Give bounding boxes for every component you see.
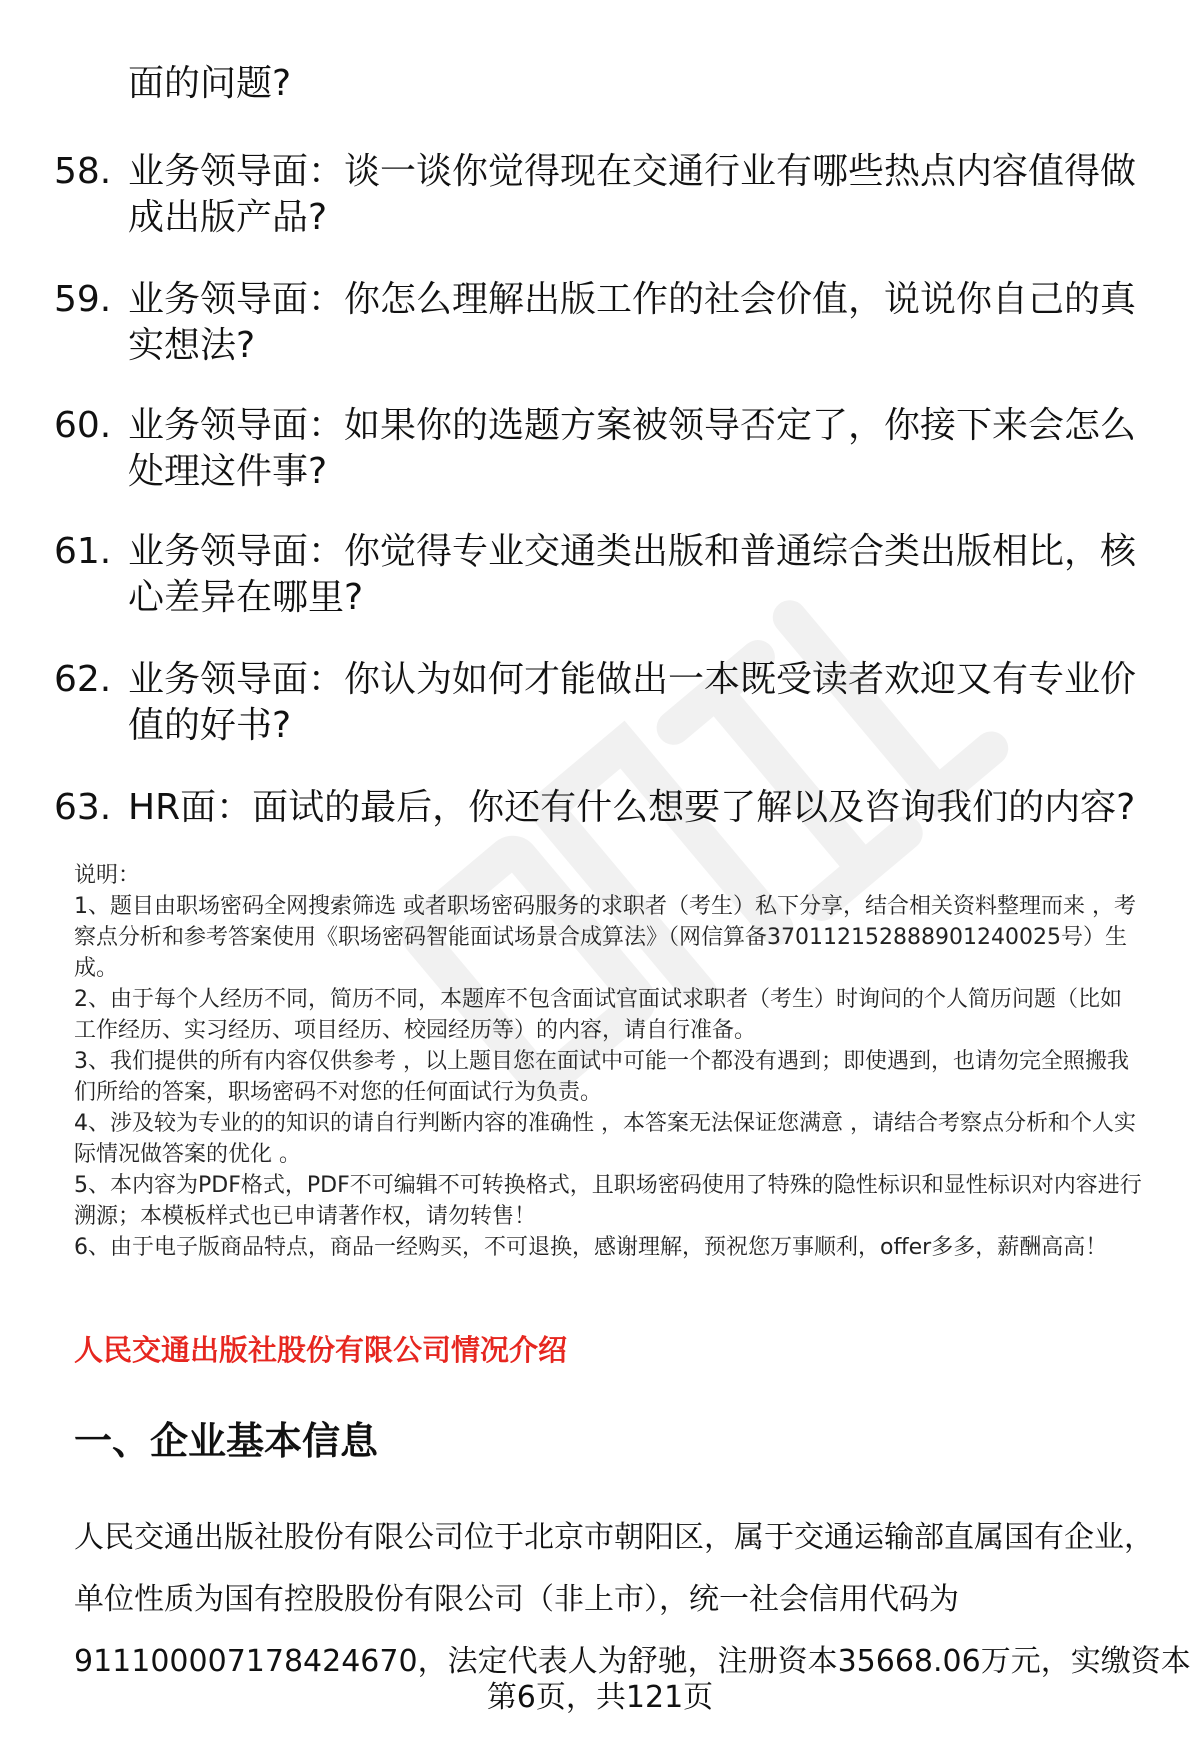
question-text-line: 成出版产品?: [128, 197, 328, 238]
notes-line: 2、由于每个人经历不同，简历不同，本题库不包含面试官面试求职者（考生）时询问的个人简历问题（比如: [74, 987, 1123, 1012]
section-heading: 一、企业基本信息: [74, 1419, 379, 1463]
notes-line: 察点分析和参考答案使用《职场密码智能面试场景合成算法》（网信算备370112152888901240025号）生: [74, 925, 1127, 950]
notes-line: 3、我们提供的所有内容仅供参考 ，以上题目您在面试中可能一个都没有遇到；即使遇到，也请勿完全照搬我: [74, 1049, 1129, 1074]
notes-line: 成。: [74, 956, 119, 981]
notes-line: 5、本内容为PDF格式，PDF不可编辑不可转换格式，且职场密码使用了特殊的隐性标识和显性标识对内容进行: [74, 1173, 1142, 1198]
question-number: 62.: [54, 659, 112, 700]
body-line: 单位性质为国有控股股份有限公司（非上市），统一社会信用代码为: [74, 1582, 959, 1617]
notes-line: 1、题目由职场密码全网搜索筛选 或者职场密码服务的求职者（考生）私下分享，结合相关资料整理而来 ，考: [74, 894, 1136, 919]
body-line: 人民交通出版社股份有限公司位于北京市朝阳区，属于交通运输部直属国有企业，: [74, 1520, 1154, 1555]
question-text-line: 实想法?: [128, 325, 256, 366]
question-text-line: 业务领导面：你怎么理解出版工作的社会价值，说说你自己的真: [128, 279, 1137, 320]
page-footer: 第6页，共121页: [486, 1680, 714, 1715]
notes-line: 4、涉及较为专业的的知识的请自行判断内容的准确性 ，本答案无法保证您满意 ，请结合考察点分析和个人实: [74, 1111, 1136, 1136]
question-text-line: 业务领导面：谈一谈你觉得现在交通行业有哪些热点内容值得做: [128, 151, 1137, 192]
question-number: 61.: [54, 531, 112, 572]
notes-line: 6、由于电子版商品特点，商品一经购买，不可退换，感谢理解，预祝您万事顺利，offer多多，薪酬高高！: [74, 1235, 1108, 1260]
question-text-line: 值的好书?: [128, 705, 292, 746]
question-number: 60.: [54, 405, 112, 446]
question-text-line: 面的问题?: [128, 63, 292, 104]
question-text-line: 业务领导面：你认为如何才能做出一本既受读者欢迎又有专业价: [128, 659, 1137, 700]
question-number: 63.: [54, 787, 112, 828]
notes-block: [74, 860, 1164, 1263]
notes-label: 说明：: [74, 863, 141, 888]
question-text-line: 心差异在哪里?: [128, 577, 364, 618]
notes-line: 际情况做答案的优化 。: [74, 1142, 301, 1167]
question-text-line: 业务领导面：你觉得专业交通类出版和普通综合类出版相比，核: [128, 531, 1137, 572]
question-number: 58.: [54, 151, 112, 192]
notes-line: 工作经历、实习经历、项目经历、校园经历等）的内容，请自行准备。: [74, 1018, 757, 1043]
question-number: 59.: [54, 279, 112, 320]
question-text-line: HR面：面试的最后，你还有什么想要了解以及咨询我们的内容?: [128, 787, 1136, 828]
notes-line: 溯源；本模板样式也已申请著作权，请勿转售！: [74, 1204, 537, 1229]
company-title: 人民交通出版社股份有限公司情况介绍: [74, 1333, 568, 1367]
body-line: 911100007178424670，法定代表人为舒驰，注册资本35668.06万元，实缴资本: [74, 1644, 1191, 1679]
notes-line: 们所给的答案，职场密码不对您的任何面试行为负责。: [74, 1080, 603, 1105]
question-text-line: 处理这件事?: [128, 451, 328, 492]
question-text-line: 业务领导面：如果你的选题方案被领导否定了，你接下来会怎么: [128, 405, 1137, 446]
